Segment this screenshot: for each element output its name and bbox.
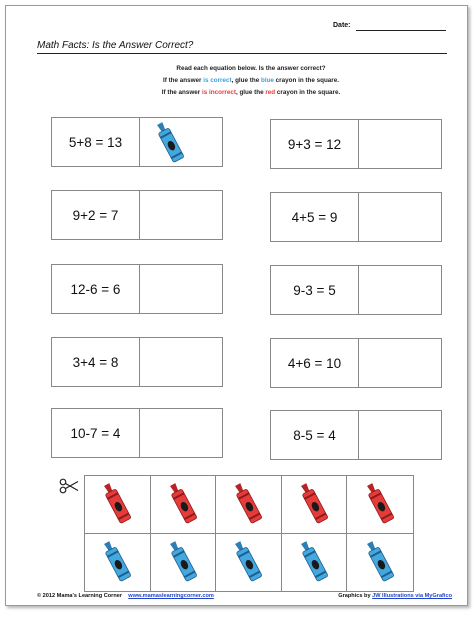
crayon-cutout[interactable] (216, 476, 282, 534)
crayon-cutout[interactable] (216, 534, 282, 592)
answer-square[interactable] (140, 409, 222, 457)
red-crayon-icon (231, 480, 265, 528)
equation-text: 4+6 = 10 (271, 339, 359, 387)
instr2-status: is correct (203, 77, 232, 84)
website-link[interactable]: www.mamaslearningcorner.com (128, 593, 214, 599)
answer-square[interactable] (359, 193, 441, 241)
red-crayon-icon (297, 480, 331, 528)
equation-pair (51, 190, 223, 240)
instr2-color: blue (260, 77, 274, 84)
equation-pair (270, 338, 442, 388)
crayon-cutout[interactable] (347, 476, 413, 534)
red-crayon-icon (100, 480, 134, 528)
instruction-line-1: Read each equation below. Is the answer correct? (176, 65, 326, 72)
crayon-cutout[interactable] (347, 534, 413, 592)
blue-crayon-icon (166, 538, 200, 586)
blue-crayon-icon (231, 538, 265, 586)
answer-square[interactable] (140, 118, 222, 166)
equation-pair (270, 119, 442, 169)
blue-crayon-icon (363, 538, 397, 586)
equation-text: 4+5 = 9 (271, 193, 359, 241)
equation-pair (51, 264, 223, 314)
answer-square[interactable] (140, 265, 222, 313)
equation-pair (270, 410, 442, 460)
equation-text: 8-5 = 4 (271, 411, 359, 459)
instr2-suffix: crayon in the square. (273, 77, 340, 84)
answer-square[interactable] (359, 266, 441, 314)
crayon-cutout[interactable] (282, 534, 348, 592)
date-label: Date: (333, 22, 351, 29)
instr3-middle: , glue the (235, 89, 266, 96)
worksheet-page (5, 5, 468, 606)
scissors-icon (59, 478, 79, 494)
copyright-text: © 2012 Mama's Learning Corner (37, 593, 123, 599)
page-title: Math Facts: Is the Answer Correct? (37, 40, 194, 51)
equation-text: 3+4 = 8 (52, 338, 140, 386)
equation-text: 9+3 = 12 (271, 120, 359, 168)
instruction-line-3 (86, 89, 416, 96)
answer-square[interactable] (359, 411, 441, 459)
date-line[interactable] (356, 30, 446, 31)
crayon-cutout[interactable] (85, 534, 151, 592)
footer-right (338, 593, 452, 599)
equation-text: 5+8 = 13 (52, 118, 140, 166)
answer-square[interactable] (140, 191, 222, 239)
credit-prefix: Graphics by (338, 593, 373, 599)
red-crayon-icon (363, 480, 397, 528)
equation-text: 9-3 = 5 (271, 266, 359, 314)
instr2-prefix: If the answer (162, 77, 204, 84)
answer-square[interactable] (359, 120, 441, 168)
equation-pair (51, 337, 223, 387)
crayon-cutout[interactable] (151, 534, 217, 592)
answer-square[interactable] (140, 338, 222, 386)
instr2-middle: , glue the (231, 77, 261, 84)
crayon-cutout-grid (84, 475, 414, 592)
equation-pair (51, 117, 223, 167)
equation-text: 9+2 = 7 (52, 191, 140, 239)
instr3-prefix: If the answer (161, 89, 202, 96)
equation-text: 10-7 = 4 (52, 409, 140, 457)
instr3-color: red (265, 89, 276, 96)
equation-pair (51, 408, 223, 458)
blue-crayon-icon (153, 119, 187, 167)
crayon-cutout[interactable] (151, 476, 217, 534)
blue-crayon-icon (100, 538, 134, 586)
blue-crayon-icon (297, 538, 331, 586)
instr3-suffix: crayon in the square. (275, 89, 341, 96)
red-crayon-icon (166, 480, 200, 528)
equation-text: 12-6 = 6 (52, 265, 140, 313)
crayon-cutout[interactable] (85, 476, 151, 534)
instr3-status: is incorrect (202, 89, 236, 96)
footer-left (37, 593, 214, 599)
credit-link[interactable]: JW Illustrations via MyGrafico (372, 593, 452, 599)
answer-square[interactable] (359, 339, 441, 387)
title-underline (37, 53, 447, 54)
crayon-cutout[interactable] (282, 476, 348, 534)
equation-pair (270, 192, 442, 242)
equation-pair (270, 265, 442, 315)
instruction-line-2 (86, 77, 416, 84)
